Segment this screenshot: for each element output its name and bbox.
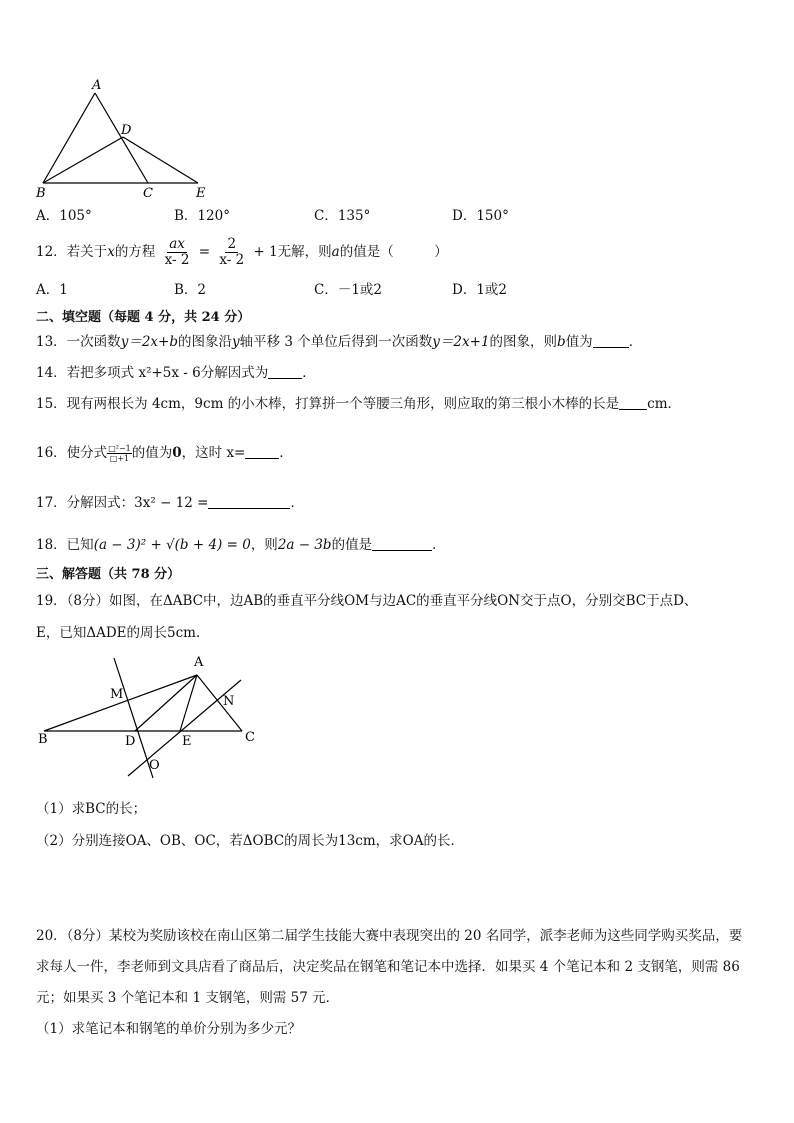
answer-blank[interactable] bbox=[372, 536, 432, 551]
point-label-o: O bbox=[149, 758, 160, 773]
q12-options bbox=[36, 281, 636, 299]
answer-blank[interactable] bbox=[208, 494, 290, 509]
point-label-m: M bbox=[110, 687, 124, 702]
q12-option-c: C．－1或2 bbox=[314, 282, 383, 298]
q11-option-d: D．150° bbox=[452, 208, 509, 224]
point-label-b: B bbox=[36, 186, 46, 200]
point-label-n: N bbox=[223, 694, 235, 709]
answer-blank[interactable] bbox=[619, 395, 647, 410]
point-label-e: E bbox=[182, 734, 192, 749]
question-17: 17．分解因式：3x² − 12 = ． bbox=[36, 495, 304, 511]
question-12: 12．若关于x的方程 $\frac{ax}{x- 2}$ = $\frac{2}{x- 2}$ + 1无解，则a的值是（ ） bbox=[36, 236, 448, 268]
point-label-a: A bbox=[92, 78, 102, 93]
section-3-heading: 三、解答题（共 78 分） bbox=[36, 567, 181, 582]
answer-blank[interactable] bbox=[268, 364, 302, 379]
point-label-d: D bbox=[121, 123, 132, 138]
q12-fraction-2: $\frac{2}{x- 2}$ bbox=[219, 236, 245, 268]
question-18: 18．已知(a − 3)² + √(b + 4) = 0，则2a − 3b的值是 ． bbox=[36, 537, 446, 553]
q12-option-b: B．2 bbox=[174, 282, 207, 298]
question-20-line-1: 20．（8分）某校为奖励该校在南山区第二届学生技能大赛中表现突出的 20 名同学，派李老师为这些同学购买奖品，要 bbox=[36, 928, 743, 944]
q16-fraction: $\frac{\text{□²−1}}{□+1}$ bbox=[108, 444, 131, 463]
answer-blank[interactable] bbox=[593, 333, 629, 348]
q12-option-a: A．1 bbox=[36, 282, 68, 298]
q11-option-b: B．120° bbox=[174, 208, 230, 224]
section-2-heading: 二、填空题（每题 4 分，共 24 分） bbox=[36, 310, 251, 325]
triangle-figure-1 bbox=[30, 75, 220, 200]
question-19-sub-2: （2）分别连接OA、OB、OC，若ΔOBC的周长为13cm，求OA的长． bbox=[36, 833, 464, 849]
question-19-line-2: E，已知ΔADE的周长5cm． bbox=[36, 625, 210, 641]
point-label-d: D bbox=[125, 734, 136, 749]
point-label-c: C bbox=[143, 186, 153, 200]
question-20-sub-1: （1）求笔记本和钢笔的单价分别为多少元？ bbox=[36, 1021, 302, 1037]
point-label-b: B bbox=[38, 732, 48, 747]
q11-option-a: A．105° bbox=[36, 208, 92, 224]
q11-options bbox=[36, 207, 636, 225]
triangle-figure-2 bbox=[36, 650, 266, 785]
question-14: 14．若把多项式 x²+5x - 6分解因式为 ． bbox=[36, 365, 316, 381]
answer-blank[interactable] bbox=[245, 444, 279, 459]
question-19-sub-1: （1）求BC的长； bbox=[36, 801, 147, 817]
question-13: 13．一次函数y＝2x+b的图象沿y轴平移 3 个单位后得到一次函数y＝2x+1的图象，则b值为 ． bbox=[36, 334, 643, 350]
question-16: 16．使分式 $\frac{\text{□²−1}}{□+1}$ 的值为0，这时 x= ． bbox=[36, 444, 293, 463]
q12-fraction-1: $\frac{ax}{x- 2}$ bbox=[164, 236, 190, 268]
question-19-line-1: 19．（8分）如图，在ΔABC中，边AB的垂直平分线OM与边AC的垂直平分线ON交于点O，分别交BC于点D、 bbox=[36, 593, 698, 609]
point-label-e: E bbox=[196, 186, 206, 200]
point-label-a: A bbox=[194, 655, 204, 670]
question-20-line-3: 元；如果买 3 个笔记本和 1 支钢笔，则需 57 元． bbox=[36, 990, 340, 1006]
q12-option-d: D．1或2 bbox=[452, 282, 508, 298]
q11-option-c: C．135° bbox=[314, 208, 371, 224]
question-15: 15．现有两根长为 4cm，9cm 的小木棒，打算拼一个等腰三角形，则应取的第三根小木棒的长是 cm． bbox=[36, 396, 682, 412]
point-label-c: C bbox=[245, 730, 255, 745]
question-20-line-2: 求每人一件，李老师到文具店看了商品后，决定奖品在钢笔和笔记本中选择．如果买 4 个笔记本和 2 支钢笔，则需 86 bbox=[36, 959, 740, 975]
